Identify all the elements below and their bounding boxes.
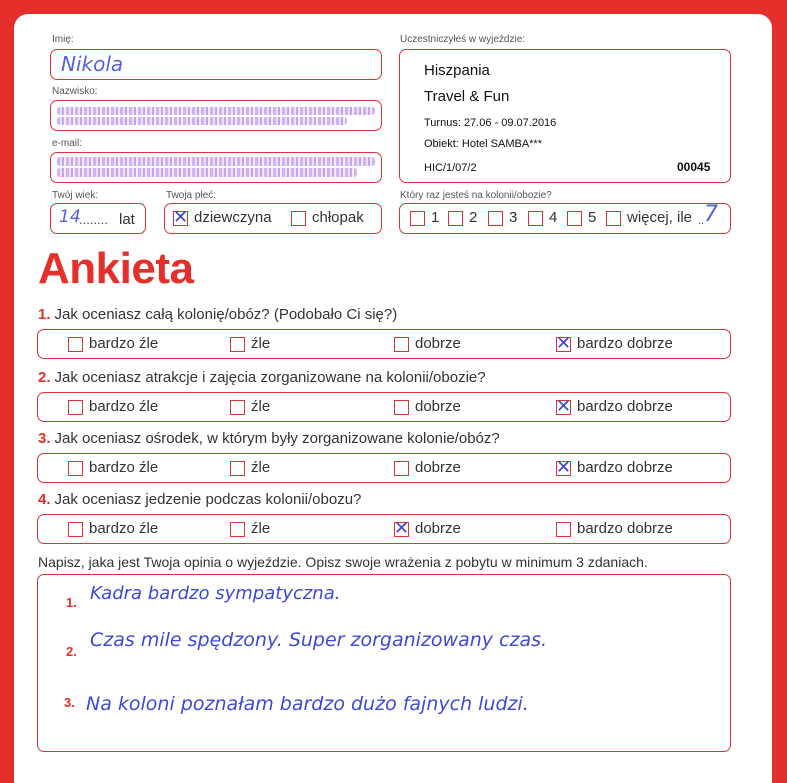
question-number: 4. — [38, 491, 51, 508]
rating-option[interactable] — [394, 335, 461, 352]
times-option-2[interactable]: 2 — [448, 209, 477, 226]
email-label: e-mail: — [52, 138, 83, 149]
checkbox-icon[interactable] — [291, 211, 306, 226]
rating-option[interactable] — [230, 520, 270, 537]
opinion-box[interactable] — [37, 574, 731, 752]
checkbox-icon[interactable] — [68, 522, 83, 537]
rating-option-label: dobrze — [415, 459, 461, 476]
trip-info-box — [399, 49, 731, 183]
rating-option-label: dobrze — [415, 398, 461, 415]
trip-number: 00045 — [677, 160, 711, 174]
question-number: 3. — [38, 430, 51, 447]
rating-option[interactable] — [394, 459, 461, 476]
checkbox-checked-icon[interactable] — [394, 522, 409, 537]
rating-option-label: źle — [251, 520, 271, 537]
rating-option-label: dobrze — [415, 520, 461, 537]
checkbox-icon[interactable] — [230, 461, 245, 476]
checkbox-icon[interactable] — [567, 211, 582, 226]
times-option-5[interactable]: 5 — [567, 209, 596, 226]
age-value: 14 — [59, 207, 81, 227]
rating-option-label: bardzo dobrze — [577, 520, 673, 537]
rating-option[interactable] — [230, 335, 270, 352]
gender-option-female[interactable]: ✕dziewczyna — [173, 209, 272, 226]
rating-option-label: bardzo dobrze — [577, 335, 673, 352]
checkbox-checked-icon[interactable] — [173, 211, 188, 226]
rating-option-label: bardzo źle — [89, 335, 159, 352]
checkbox-icon[interactable] — [230, 400, 245, 415]
gender-option-male[interactable]: chłopak — [291, 209, 364, 226]
checkbox-checked-icon[interactable] — [556, 337, 571, 352]
rating-option[interactable] — [230, 459, 270, 476]
times-option-4[interactable]: 4 — [528, 209, 557, 226]
checkbox-checked-icon[interactable] — [556, 461, 571, 476]
name-field[interactable] — [50, 49, 382, 80]
rating-option-label: źle — [251, 398, 271, 415]
age-unit: lat — [119, 211, 135, 228]
checkbox-checked-icon[interactable] — [556, 400, 571, 415]
checkbox-icon[interactable] — [410, 211, 425, 226]
rating-option[interactable] — [394, 520, 461, 537]
times-option-1[interactable]: 1 — [410, 209, 439, 226]
question-text: Jak oceniasz jedzenie podczas kolonii/obozu? — [54, 491, 362, 508]
rating-option[interactable] — [68, 520, 158, 537]
question-3 — [38, 430, 500, 447]
surname-field[interactable] — [50, 100, 382, 131]
trip-destination: Hiszpania — [424, 62, 490, 79]
name-value: Nikola — [61, 52, 124, 76]
times-label: Który raz jesteś na kolonii/obozie? — [400, 190, 552, 201]
times-option-3[interactable]: 3 — [488, 209, 517, 226]
trip-code: HIC/1/07/2 — [424, 162, 477, 174]
redacted-text — [57, 117, 347, 125]
rating-option-label: bardzo źle — [89, 520, 159, 537]
opinion-line-1: Kadra bardzo sympatyczna. — [90, 583, 341, 604]
redacted-text — [57, 168, 357, 177]
times-dots: .. — [698, 215, 705, 227]
question-4 — [38, 491, 361, 508]
checkbox-icon[interactable] — [606, 211, 621, 226]
opinion-line-number: 2. — [66, 644, 77, 659]
times-field — [399, 203, 731, 234]
opinion-line-3: Na koloni poznałam bardzo dużo fajnych ludzi. — [86, 693, 529, 715]
checkbox-icon[interactable] — [68, 337, 83, 352]
age-dots: ........ — [79, 212, 108, 227]
question-2 — [38, 369, 486, 386]
rating-option[interactable] — [68, 459, 158, 476]
rating-option[interactable] — [68, 335, 158, 352]
gender-field — [164, 203, 382, 234]
checkbox-icon[interactable] — [394, 337, 409, 352]
checkbox-icon[interactable] — [394, 461, 409, 476]
trip-turnus: Turnus: 27.06 - 09.07.2016 — [424, 117, 557, 129]
rating-option-label: bardzo dobrze — [577, 398, 673, 415]
checkbox-icon[interactable] — [448, 211, 463, 226]
age-field[interactable] — [50, 203, 146, 234]
question-text: Jak oceniasz atrakcje i zajęcia zorganizowane na kolonii/obozie? — [54, 369, 486, 386]
rating-option[interactable] — [556, 398, 673, 415]
survey-title: Ankieta — [38, 244, 194, 293]
times-value: 7 — [704, 202, 718, 227]
checkbox-icon[interactable] — [556, 522, 571, 537]
rating-option[interactable] — [556, 459, 673, 476]
checkbox-icon[interactable] — [68, 461, 83, 476]
rating-option[interactable] — [68, 398, 158, 415]
question-1 — [38, 306, 397, 323]
opinion-prompt: Napisz, jaka jest Twoja opinia o wyjeździe. Opisz swoje wrażenia z pobytu w minimum 3 zdaniach. — [38, 554, 648, 570]
rating-option-label: źle — [251, 459, 271, 476]
rating-row-1 — [37, 329, 731, 359]
checkbox-icon[interactable] — [488, 211, 503, 226]
checkbox-icon[interactable] — [394, 400, 409, 415]
opinion-line-number: 3. — [64, 695, 75, 710]
question-text: Jak oceniasz ośrodek, w którym były zorganizowane kolonie/obóz? — [54, 430, 500, 447]
checkbox-icon[interactable] — [230, 522, 245, 537]
times-option-more[interactable]: więcej, ile — [606, 209, 692, 226]
opinion-line-2: Czas mile spędzony. Super zorganizowany czas. — [90, 629, 548, 651]
rating-row-2 — [37, 392, 731, 422]
name-label: Imię: — [52, 34, 74, 45]
rating-row-4 — [37, 514, 731, 544]
rating-option-label: dobrze — [415, 335, 461, 352]
age-label: Twój wiek: — [52, 190, 99, 201]
question-number: 1. — [38, 306, 51, 323]
rating-option[interactable] — [556, 520, 673, 537]
checkbox-icon[interactable] — [68, 400, 83, 415]
checkbox-icon[interactable] — [528, 211, 543, 226]
trip-name: Travel & Fun — [424, 88, 510, 105]
rating-row-3 — [37, 453, 731, 483]
trip-object: Obiekt: Hotel SAMBA*** — [424, 138, 542, 150]
rating-option[interactable] — [394, 398, 461, 415]
surname-label: Nazwisko: — [52, 86, 98, 97]
trip-label: Uczestniczyłeś w wyjeździe: — [400, 34, 526, 45]
opinion-line-number: 1. — [66, 595, 77, 610]
rating-option-label: bardzo źle — [89, 459, 159, 476]
email-field[interactable] — [50, 152, 382, 183]
gender-label: Twoja płeć: — [166, 190, 217, 201]
question-number: 2. — [38, 369, 51, 386]
checkbox-icon[interactable] — [230, 337, 245, 352]
question-text: Jak oceniasz całą kolonię/obóz? (Podobało Ci się?) — [54, 306, 398, 323]
redacted-text — [57, 157, 375, 166]
rating-option-label: źle — [251, 335, 271, 352]
rating-option[interactable] — [230, 398, 270, 415]
redacted-text — [57, 107, 375, 115]
rating-option-label: bardzo źle — [89, 398, 159, 415]
rating-option[interactable] — [556, 335, 673, 352]
rating-option-label: bardzo dobrze — [577, 459, 673, 476]
